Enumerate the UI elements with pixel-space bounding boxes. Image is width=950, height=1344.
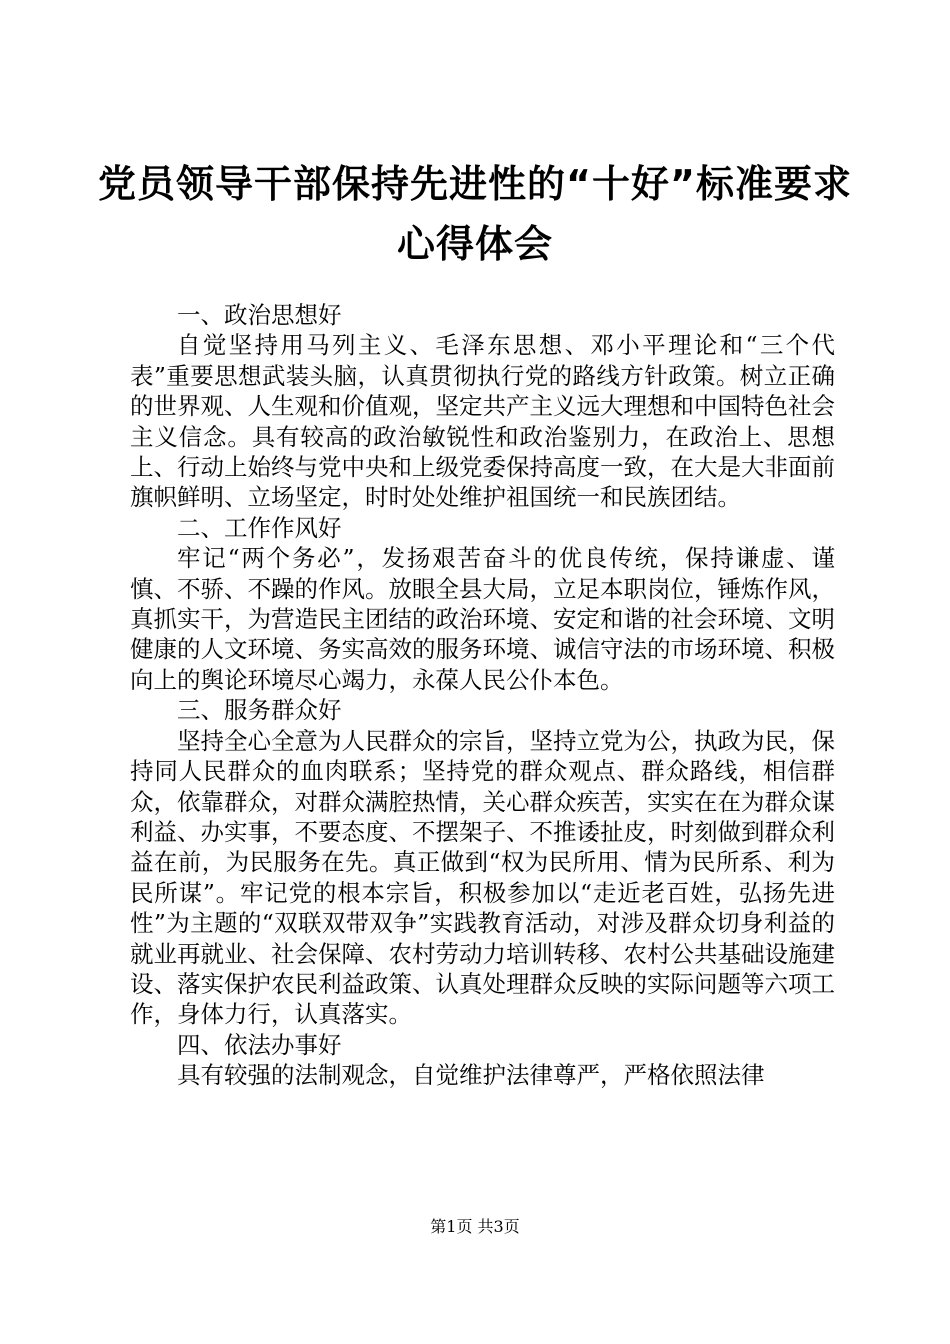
section-paragraph-1: 自觉坚持用马列主义、毛泽东思想、邓小平理论和“三个代表”重要思想武装头脑，认真贯彻执行党的路线方针政策。树立正确的世界观、人生观和价值观，坚定共产主义远大理想和中国特色社会主义信念。具有较高的政治敏锐性和政治鉴别力，在政治上、思想上、行动上始终与党中央和上级党委保持高度一致，在大是大非面前旗帜鲜明、立场坚定，时时处处维护祖国统一和民族团结。: [130, 331, 835, 512]
document-body: [130, 300, 835, 1091]
page-number-footer: 第1页 共3页: [430, 1217, 520, 1236]
section-heading-2: 二、工作作风好: [177, 513, 342, 542]
section-heading-1: 一、政治思想好: [177, 301, 342, 329]
section-paragraph-4: 具有较强的法制观念，自觉维护法律尊严，严格依照法律: [177, 1061, 765, 1090]
document-title-line-2: 心得体会: [396, 222, 553, 266]
section-heading-3: 三、服务群众好: [177, 696, 342, 725]
document-title-line-1: 党员领导干部保持先进性的“十好”标准要求: [98, 162, 852, 206]
section-paragraph-3: 坚持全心全意为人民群众的宗旨，坚持立党为公，执政为民，保持同人民群众的血肉联系；坚持党的群众观点、群众路线，相信群众，依靠群众，对群众满腔热情，关心群众疾苦，实实在在为群众谋利益、办实事，不要态度、不摆架子、不推诿扯皮，时刻做到群众利益在前，为民服务在先。真正做到“权为民所用、情为民所系、利为民所谋”。牢记党的根本宗旨，积极参加以“走近老百姓，弘扬先进性”为主题的“双联双带双争”实践教育活动，对涉及群众切身利益的就业再就业、社会保障、农村劳动力培训转移、农村公共基础设施建设、落实保护农民利益政策、认真处理群众反映的实际问题等六项工作，身体力行，认真落实。: [130, 726, 835, 1029]
section-paragraph-2: 牢记“两个务必”，发扬艰苦奋斗的优良传统，保持谦虚、谨慎、不骄、不躁的作风。放眼全县大局，立足本职岗位，锤炼作风，真抓实干，为营造民主团结的政治环境、安定和谐的社会环境、文明健康的人文环境、务实高效的服务环境、诚信守法的市场环境、积极向上的舆论环境尽心竭力，永葆人民公仆本色。: [130, 544, 835, 694]
section-heading-4: 四、依法办事好: [177, 1030, 342, 1059]
